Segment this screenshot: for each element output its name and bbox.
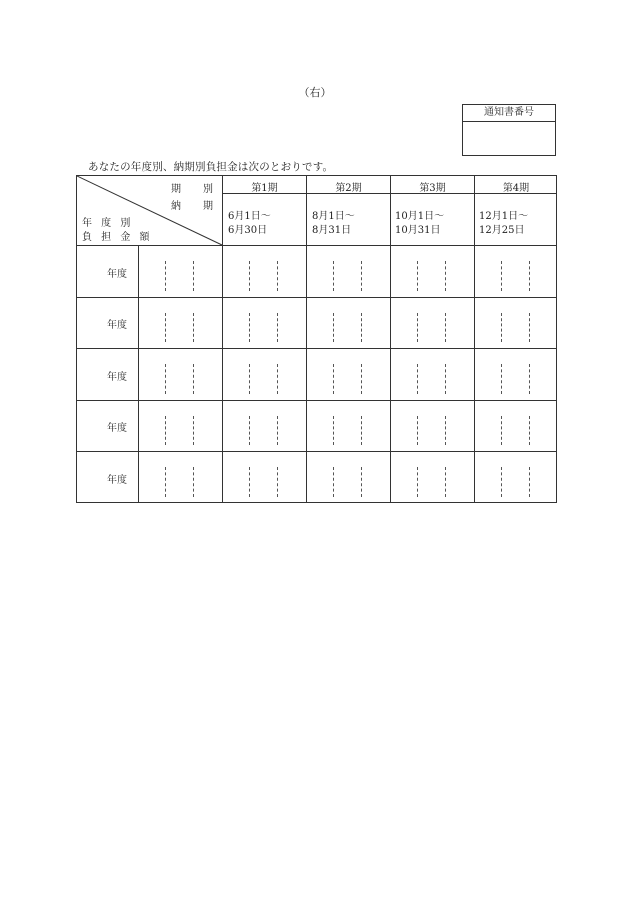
digit-guide bbox=[165, 364, 166, 394]
digit-guide bbox=[277, 416, 278, 445]
digit-guide bbox=[277, 313, 278, 342]
digit-guide bbox=[501, 364, 502, 394]
digit-guide bbox=[277, 467, 278, 497]
period-2-from: 8月1日～ bbox=[312, 211, 355, 222]
digit-guide bbox=[529, 313, 530, 342]
digit-guide bbox=[501, 467, 502, 497]
col-divider-4 bbox=[474, 176, 475, 502]
digit-guide bbox=[333, 364, 334, 394]
digit-guide bbox=[333, 313, 334, 342]
row-5-year-label: 年度 bbox=[107, 475, 127, 486]
period-4-header: 第4期 bbox=[502, 183, 530, 194]
digit-guide bbox=[361, 313, 362, 342]
digit-guide bbox=[501, 313, 502, 342]
digit-guide bbox=[249, 261, 250, 291]
period-3-header: 第3期 bbox=[419, 183, 446, 194]
notice-number-box bbox=[462, 104, 556, 156]
period-2-to: 8月31日 bbox=[312, 225, 352, 236]
digit-guide bbox=[361, 364, 362, 394]
row-divider-1 bbox=[77, 297, 556, 298]
row-4-year-label: 年度 bbox=[107, 423, 127, 434]
digit-guide bbox=[249, 313, 250, 342]
row-2-year-label: 年度 bbox=[107, 320, 127, 331]
intro-text: あなたの年度別、納期別負担金は次のとおりです。 bbox=[88, 161, 334, 173]
row-label-divider bbox=[138, 245, 139, 502]
period-1-to: 6月30日 bbox=[228, 225, 268, 236]
digit-guide bbox=[193, 364, 194, 394]
digit-guide bbox=[361, 416, 362, 445]
col-divider-3 bbox=[390, 176, 391, 502]
burden-table bbox=[76, 175, 557, 503]
digit-guide bbox=[361, 467, 362, 497]
digit-guide bbox=[445, 261, 446, 291]
row-1-year-label: 年度 bbox=[107, 269, 127, 280]
corner-label-amount: 負 担 金 額 bbox=[82, 232, 153, 243]
digit-guide bbox=[417, 467, 418, 497]
digit-guide bbox=[165, 313, 166, 342]
digit-guide bbox=[193, 416, 194, 445]
row-divider-4 bbox=[77, 451, 556, 452]
digit-guide bbox=[193, 261, 194, 291]
digit-guide bbox=[529, 467, 530, 497]
digit-guide bbox=[445, 313, 446, 342]
row-divider-2 bbox=[77, 348, 556, 349]
notice-number-label: 通知書番号 bbox=[463, 105, 555, 122]
corner-label-period: 期 別 bbox=[171, 184, 219, 195]
digit-guide bbox=[417, 364, 418, 394]
period-4-from: 12月1日～ bbox=[479, 211, 529, 222]
digit-guide bbox=[529, 261, 530, 291]
period-1-header: 第1期 bbox=[251, 183, 278, 194]
corner-label-due: 納 期 bbox=[171, 201, 219, 212]
digit-guide bbox=[165, 416, 166, 445]
col-divider-2 bbox=[306, 176, 307, 502]
digit-guide bbox=[165, 467, 166, 497]
period-3-from: 10月1日～ bbox=[395, 211, 445, 222]
corner-label-year: 年 度 別 bbox=[82, 218, 134, 229]
period-4-to: 12月25日 bbox=[479, 225, 525, 236]
page-side-mark: （右） bbox=[298, 86, 332, 99]
digit-guide bbox=[333, 261, 334, 291]
digit-guide bbox=[165, 261, 166, 291]
digit-guide bbox=[193, 313, 194, 342]
digit-guide bbox=[193, 467, 194, 497]
digit-guide bbox=[249, 416, 250, 445]
digit-guide bbox=[417, 261, 418, 291]
digit-guide bbox=[333, 467, 334, 497]
digit-guide bbox=[417, 416, 418, 445]
digit-guide bbox=[501, 261, 502, 291]
period-1-from: 6月1日～ bbox=[228, 211, 271, 222]
digit-guide bbox=[529, 364, 530, 394]
period-3-to: 10月31日 bbox=[395, 225, 441, 236]
digit-guide bbox=[249, 467, 250, 497]
digit-guide bbox=[445, 416, 446, 445]
digit-guide bbox=[277, 364, 278, 394]
digit-guide bbox=[445, 364, 446, 394]
digit-guide bbox=[445, 467, 446, 497]
digit-guide bbox=[333, 416, 334, 445]
digit-guide bbox=[249, 364, 250, 394]
row-3-year-label: 年度 bbox=[107, 372, 127, 383]
digit-guide bbox=[361, 261, 362, 291]
digit-guide bbox=[277, 261, 278, 291]
digit-guide bbox=[417, 313, 418, 342]
period-2-header: 第2期 bbox=[335, 183, 362, 194]
digit-guide bbox=[501, 416, 502, 445]
row-divider-3 bbox=[77, 400, 556, 401]
digit-guide bbox=[529, 416, 530, 445]
